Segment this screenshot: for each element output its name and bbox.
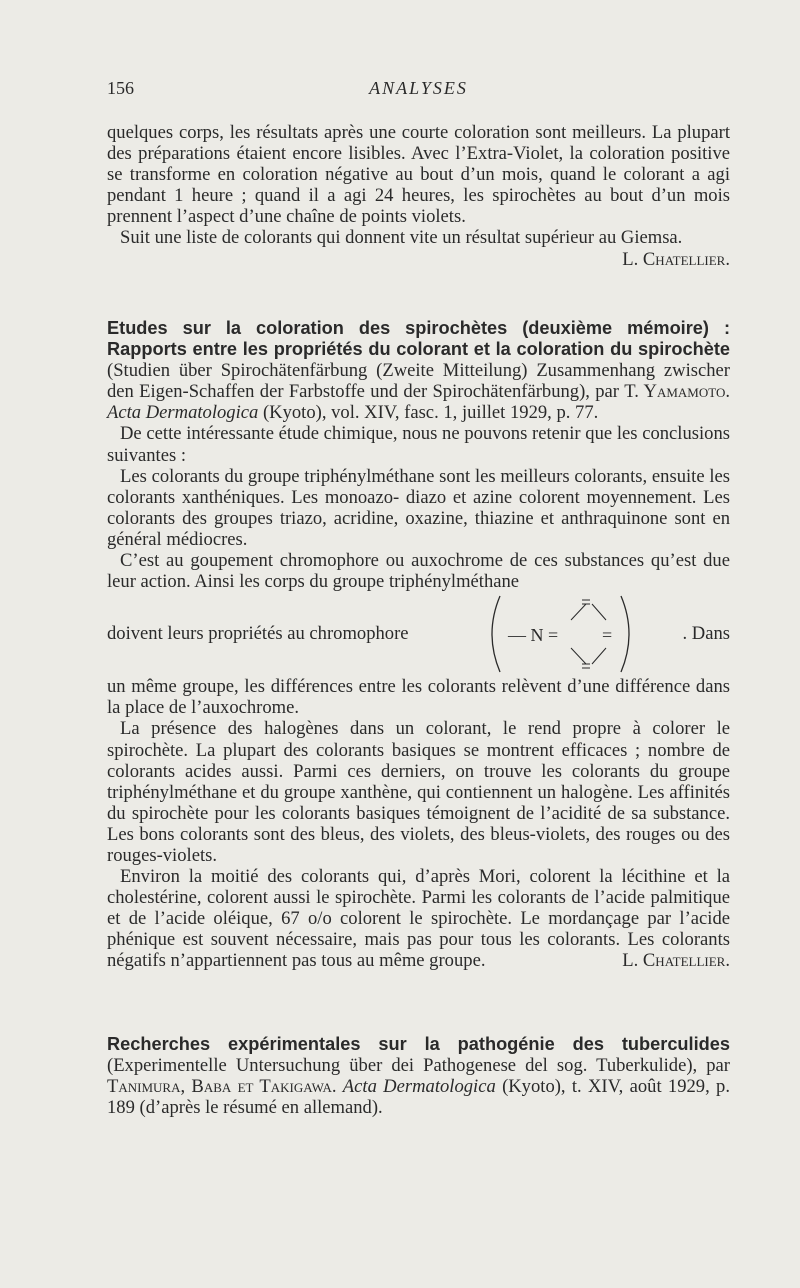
reference: (Studien über Spirochätenfärbung (Zweite Mitteilung) Zusammenhang zwischer den Eigen-Schaffen der Farbstoffe und der Spirochätenfärbung), par bbox=[107, 360, 730, 403]
formula-imine-group: — N = bbox=[508, 625, 559, 646]
previous-review-continuation bbox=[107, 122, 730, 270]
author-names: Tanimura, Baba et Takigawa bbox=[107, 1076, 332, 1098]
page-header bbox=[107, 78, 730, 102]
paragraph: C’est au goupement chromophore ou auxochrome de ces substances qu’est due leur action. Ainsi les corps du groupe triphénylméthane bbox=[107, 550, 730, 593]
author-signature: L. Chatellier. bbox=[622, 950, 730, 972]
journal-name: Acta Dermatologica bbox=[107, 402, 259, 424]
author-name: T. Yamamoto bbox=[624, 381, 726, 403]
formula-line bbox=[107, 592, 730, 676]
formula-double-bond: = bbox=[602, 625, 613, 646]
review-spirochete-coloration bbox=[107, 318, 730, 972]
paragraph: un même groupe, les différences entre les colorants relèvent d’une différence dans la place de l’auxochrome. bbox=[107, 676, 730, 719]
article-title: Etudes sur la coloration des spirochètes (deuxième mémoire) : Rapports entre les propriétés du colorant et la coloration du spirochète bbox=[107, 318, 730, 360]
formula-lead-text: doivent leurs propriétés au chromophore bbox=[107, 623, 409, 645]
formula-trail-text: . Dans bbox=[682, 623, 730, 645]
article-title: Recherches expérimentales sur la pathogénie des tuberculides bbox=[107, 1034, 730, 1054]
paragraph: De cette intéressante étude chimique, nous ne pouvons retenir que les conclusions suivantes : bbox=[107, 423, 730, 466]
author-signature: L. Chatellier. bbox=[622, 248, 730, 270]
paragraph: Les colorants du groupe triphénylméthane sont les meilleurs colorants, ensuite les colorants xanthéniques. Les monoazo- diazo et azine colorent moyennement. Les colorants des groupes triazo, acridine, oxazine, thiazine et anthraquinone sont en général médiocres. bbox=[107, 465, 730, 550]
article-heading: Recherches expérimentales sur la pathogénie des tuberculides (Experimentelle Untersuchung über dei Pathogenese del sog. Tuberkulide), par Tanimura, Baba et Takigawa. Acta Dermatologica (Kyoto), t. XIV, août 1929, p. 189 (d’après le résumé en allemand). bbox=[107, 1034, 730, 1119]
paragraph: La présence des halogènes dans un colorant, le rend propre à colorer le spirochète. La plupart des colorants basiques se montrent efficaces ; nombre de colorants acides aussi. Parmi ces derniers, on trouve les colorants du groupe triphénylméthane et du groupe xanthène, qui contiennent un halogène. Les affinités du spirochète pour les colorants basiques témoignent de l’acidité de sa substance. Les bons colorants sont des bleus, des violets, des bleus-violets, des rouges ou des rouges-violets. bbox=[107, 718, 730, 866]
running-head: ANALYSES bbox=[369, 78, 468, 98]
journal-name: Acta Dermatologica bbox=[342, 1076, 496, 1098]
quinoid-chromophore-formula bbox=[478, 592, 643, 676]
reference: (Experimentelle Untersuchung über dei Pathogenese del sog. Tuberkulide), par bbox=[107, 1055, 730, 1077]
review-tuberculides bbox=[107, 1034, 730, 1118]
paragraph: Environ la moitié des colorants qui, d’après Mori, colorent la lécithine et la cholestérine, colorent aussi le spirochète. Parmi les colorants de l’acide palmitique et de l’acide oléique, 67 o/o colorent le spirochète. Le mordançage par l’acide phénique est souvent nécessaire, mais pas pour tous les colorants. Les colorants négatifs n’appartiennent pas tous au même groupe. L. Chatellier. bbox=[107, 866, 730, 972]
paragraph: quelques corps, les résultats après une courte coloration sont meilleurs. La plupart des préparations étaient encore lisibles. Avec l’Extra-Violet, la coloration positive se transforme en coloration négative au bout d’un mois, quand le colorant a agi pendant 1 heure ; quand il a agi 24 heures, les spirochètes au bout d’un mois prennent l’aspect d’une chaîne de points violets. bbox=[107, 122, 730, 228]
paragraph: Suit une liste de colorants qui donnent vite un résultat supérieur au Giemsa. L. Chatellier. bbox=[120, 227, 730, 270]
article-heading: Etudes sur la coloration des spirochètes (deuxième mémoire) : Rapports entre les propriétés du colorant et la coloration du spirochète (Studien über Spirochätenfärbung (Zweite Mitteilung) Zusammenhang zwischer den Eigen-Schaffen der Farbstoffe und der Spirochätenfärbung), par T. Yamamoto. Acta Dermatologica (Kyoto), vol. XIV, fasc. 1, juillet 1929, p. 77. bbox=[107, 318, 731, 424]
page-number: 156 bbox=[107, 78, 134, 98]
